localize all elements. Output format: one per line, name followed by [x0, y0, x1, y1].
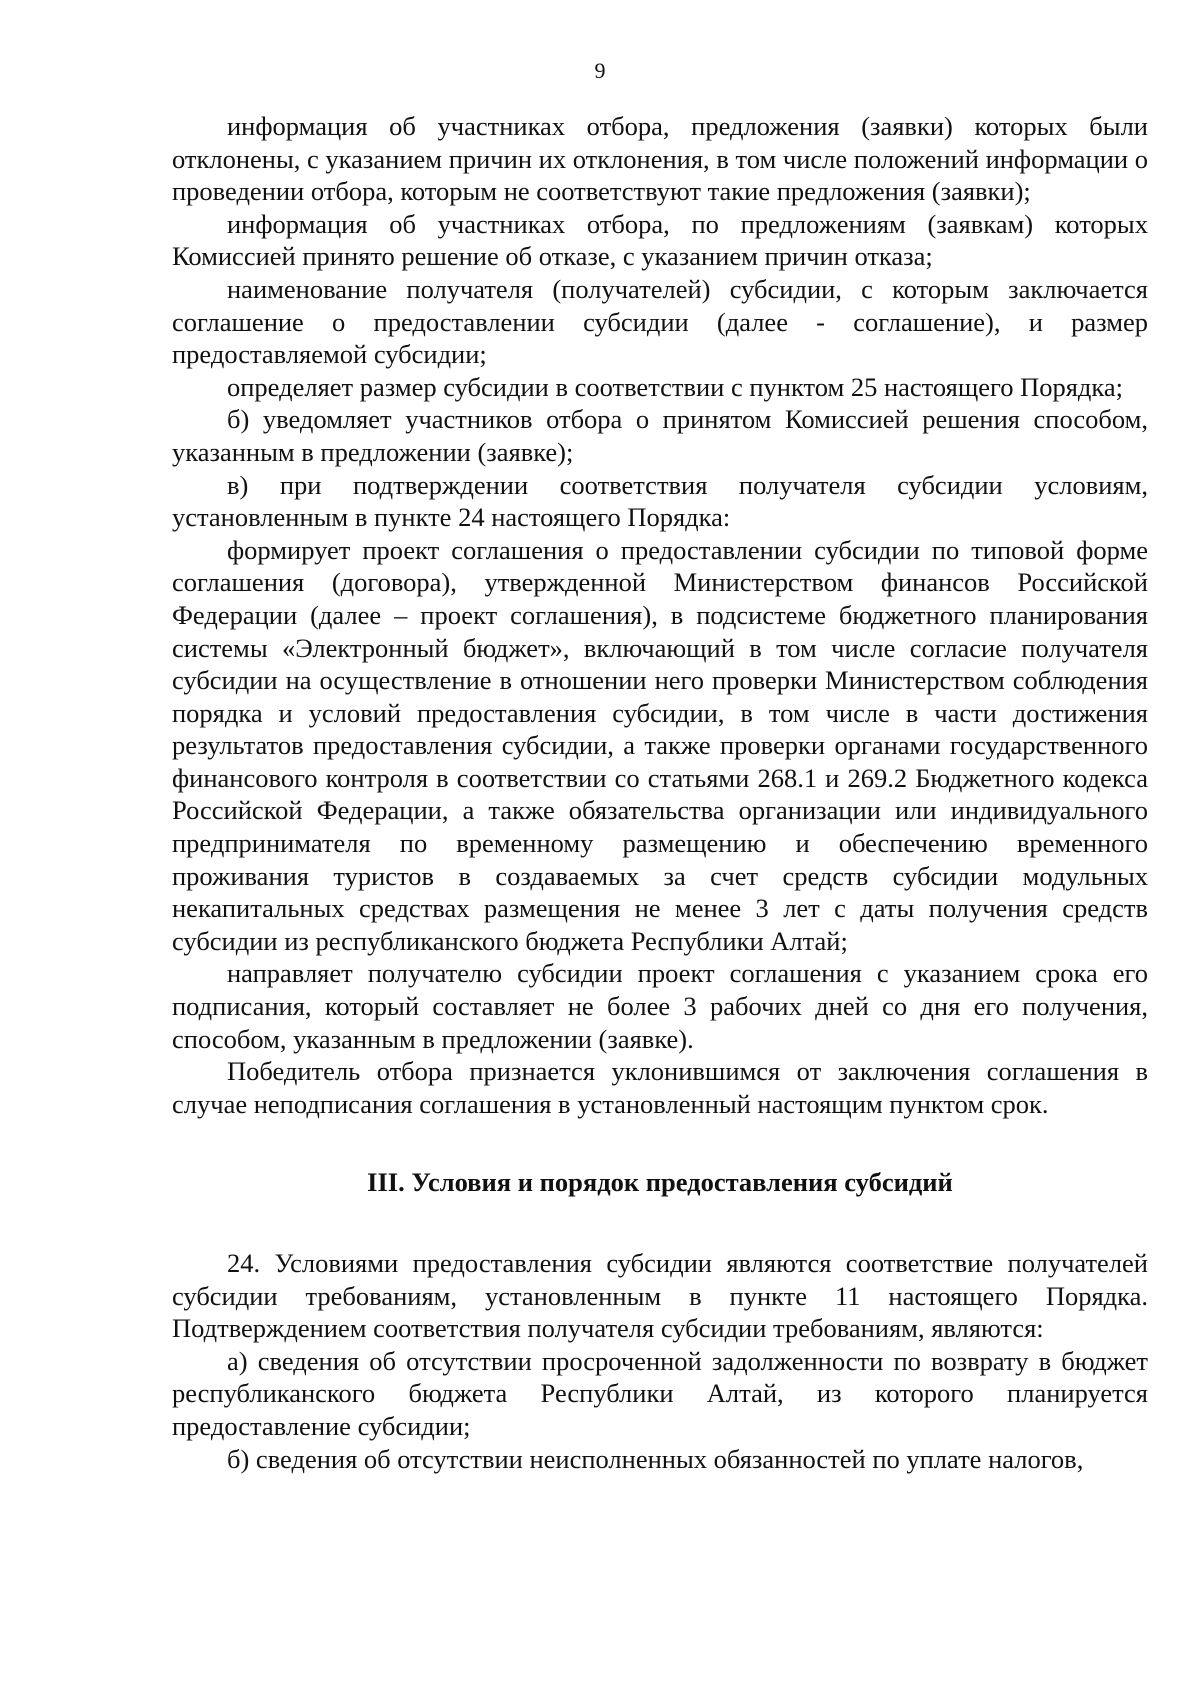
document-body — [172, 110, 1148, 1475]
section-heading: III. Условия и порядок предоставления субсидий — [367, 1167, 953, 1198]
paragraph: формирует проект соглашения о предоставлении субсидии по типовой форме соглашения (договора), утвержденной Министерством финансов Российской Федерации (далее – проект соглашения), в подсистеме бюджетного планирования системы «Электронный бюджет», включающий в том числе согласие получателя субсидии на осуществление в отношении него проверки Министерством соблюдения порядка и условий предоставления субсидии, в том числе в части достижения результатов предоставления субсидии, а также проверки органами государственного финансового контроля в соответствии со статьями 268.1 и 269.2 Бюджетного кодекса Российской Федерации, а также обязательства организации или индивидуального предпринимателя по временному размещению и обеспечению временного проживания туристов в создаваемых за счет средств субсидии модульных некапитальных средствах размещения не менее 3 лет с даты получения средств субсидии из республиканского бюджета Республики Алтай; — [172, 534, 1148, 956]
paragraph: Победитель отбора признается уклонившимся от заключения соглашения в случае неподписания соглашения в установленный настоящим пунктом срок. — [172, 1056, 1148, 1119]
paragraph: наименование получателя (получателей) субсидии, с которым заключается соглашение о предоставлении субсидии (далее - соглашение), и размер предоставляемой субсидии; — [172, 273, 1148, 370]
paragraph: информация об участниках отбора, по предложениям (заявкам) которых Комиссией принято решение об отказе, с указанием причин отказа; — [172, 208, 1148, 272]
paragraph: а) сведения об отсутствии просроченной задолженности по возврату в бюджет республиканского бюджета Республики Алтай, из которого планируется предоставление субсидии; — [172, 1345, 1148, 1441]
paragraph: 24. Условиями предоставления субсидии являются соответствие получателей субсидии требованиям, установленным в пункте 11 настоящего Порядка. Подтверждением соответствия получателя субсидии требованиям, являются: — [172, 1248, 1148, 1344]
paragraph: направляет получателю субсидии проект соглашения с указанием срока его подписания, который составляет не более 3 рабочих дней со дня его получения, способом, указанным в предложении (заявке). — [172, 958, 1148, 1054]
paragraph: б) сведения об отсутствии неисполненных обязанностей по уплате налогов, — [227, 1443, 1084, 1474]
page-number: 9 — [594, 58, 606, 83]
paragraph: в) при подтверждении соответствия получателя субсидии условиям, установленным в пункте 24 настоящего Порядка: — [172, 469, 1148, 533]
paragraph: определяет размер субсидии в соответствии с пунктом 25 настоящего Порядка; — [227, 371, 1123, 402]
paragraph: б) уведомляет участников отбора о принятом Комиссией решения способом, указанным в предложении (заявке); — [172, 404, 1148, 467]
paragraph: информация об участниках отбора, предложения (заявки) которых были отклонены, с указанием причин их отклонения, в том числе положений информации о проведении отбора, которым не соответствуют такие предложения (заявки); — [172, 111, 1148, 207]
